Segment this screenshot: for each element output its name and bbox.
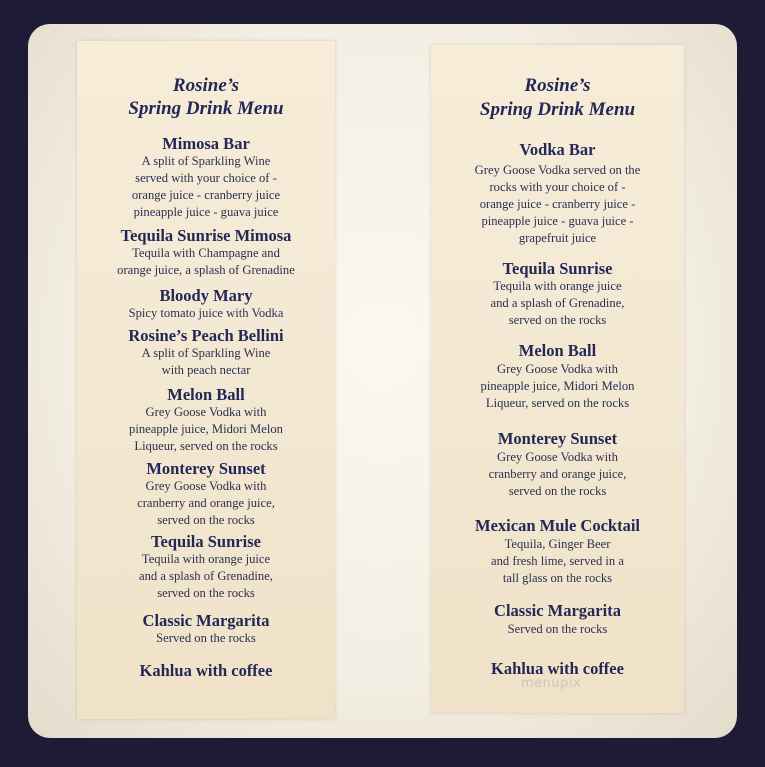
left-item-name: Tequila Sunrise <box>151 532 261 551</box>
right-item-desc: Liqueur, served on the rocks <box>485 396 630 410</box>
left-item-desc: Served on the rocks <box>156 631 256 645</box>
left-item-desc: pineapple juice, Midori Melon <box>129 422 283 436</box>
right-item-name: Vodka Bar <box>519 140 596 159</box>
right-item-desc: pineapple juice - guava juice - <box>481 214 634 228</box>
left-item-desc: served on the rocks <box>157 586 255 600</box>
left-item-desc: orange juice - cranberry juice <box>131 188 281 202</box>
right-item-desc: served on the rocks <box>508 484 607 498</box>
left-item-name: Bloody Mary <box>159 286 253 305</box>
left-item-desc: Tequila with Champagne and <box>132 246 280 260</box>
left-menu-restaurant-name: Rosine’s <box>172 75 240 96</box>
left-menu-card <box>77 41 335 719</box>
left-item-desc: A split of Sparkling Wine <box>141 346 271 360</box>
right-item-desc: Grey Goose Vodka with <box>497 450 618 464</box>
left-item-name: Tequila Sunrise Mimosa <box>120 226 292 245</box>
left-item-desc: Grey Goose Vodka with <box>145 405 267 419</box>
right-item-name: Mexican Mule Cocktail <box>475 516 640 535</box>
left-menu-subtitle: Spring Drink Menu <box>128 98 284 119</box>
right-item-desc: Grey Goose Vodka with <box>497 362 618 376</box>
left-item-desc: and a splash of Grenadine, <box>139 569 273 583</box>
left-item-desc: Tequila with orange juice <box>141 552 271 566</box>
right-item-name: Classic Margarita <box>494 601 621 620</box>
left-item-name: Melon Ball <box>167 385 245 404</box>
right-item-name: Monterey Sunset <box>497 429 618 448</box>
right-menu-restaurant-name: Rosine’s <box>524 75 591 96</box>
right-menu-card <box>431 45 684 713</box>
right-item-desc: Tequila, Ginger Beer <box>504 537 611 551</box>
left-item-name: Monterey Sunset <box>146 459 266 478</box>
right-item-desc: and a splash of Grenadine, <box>490 296 625 310</box>
left-item-desc: orange juice, a splash of Grenadine <box>117 263 295 277</box>
left-item-desc: A split of Sparkling Wine <box>141 154 271 168</box>
right-menu-subtitle: Spring Drink Menu <box>479 99 636 120</box>
right-item-desc: served on the rocks <box>508 313 607 327</box>
right-item-name: Kahlua with coffee <box>491 659 624 678</box>
right-item-desc: cranberry and orange juice, <box>488 467 627 481</box>
left-item-desc: Grey Goose Vodka with <box>145 479 267 493</box>
left-item-desc: Spicy tomato juice with Vodka <box>128 306 284 320</box>
left-item-name: Mimosa Bar <box>162 134 250 153</box>
right-item-desc: Served on the rocks <box>507 622 608 636</box>
left-item-desc: served on the rocks <box>157 513 255 527</box>
left-item-name: Classic Margarita <box>142 611 270 630</box>
left-item-desc: Liqueur, served on the rocks <box>134 439 278 453</box>
left-item-desc: cranberry and orange juice, <box>137 496 275 510</box>
right-item-desc: Grey Goose Vodka served on the <box>474 163 641 177</box>
right-item-name: Melon Ball <box>518 341 597 360</box>
left-item-desc: pineapple juice - guava juice <box>133 205 279 219</box>
right-item-desc: orange juice - cranberry juice - <box>479 197 636 211</box>
right-item-desc: tall glass on the rocks <box>502 571 613 585</box>
watermark: menupix <box>521 676 582 691</box>
right-item-desc: Tequila with orange juice <box>493 279 622 293</box>
left-item-name: Rosine’s Peach Bellini <box>128 326 284 345</box>
right-item-desc: grapefruit juice <box>518 231 597 245</box>
left-item-desc: served with your choice of - <box>135 171 277 185</box>
menu-photo <box>28 24 737 738</box>
right-item-desc: and fresh lime, served in a <box>491 554 624 568</box>
right-item-desc: pineapple juice, Midori Melon <box>480 379 635 393</box>
right-item-desc: rocks with your choice of - <box>489 180 626 194</box>
left-item-desc: with peach nectar <box>161 363 251 377</box>
right-item-name: Tequila Sunrise <box>502 259 613 278</box>
left-item-name: Kahlua with coffee <box>139 661 273 680</box>
